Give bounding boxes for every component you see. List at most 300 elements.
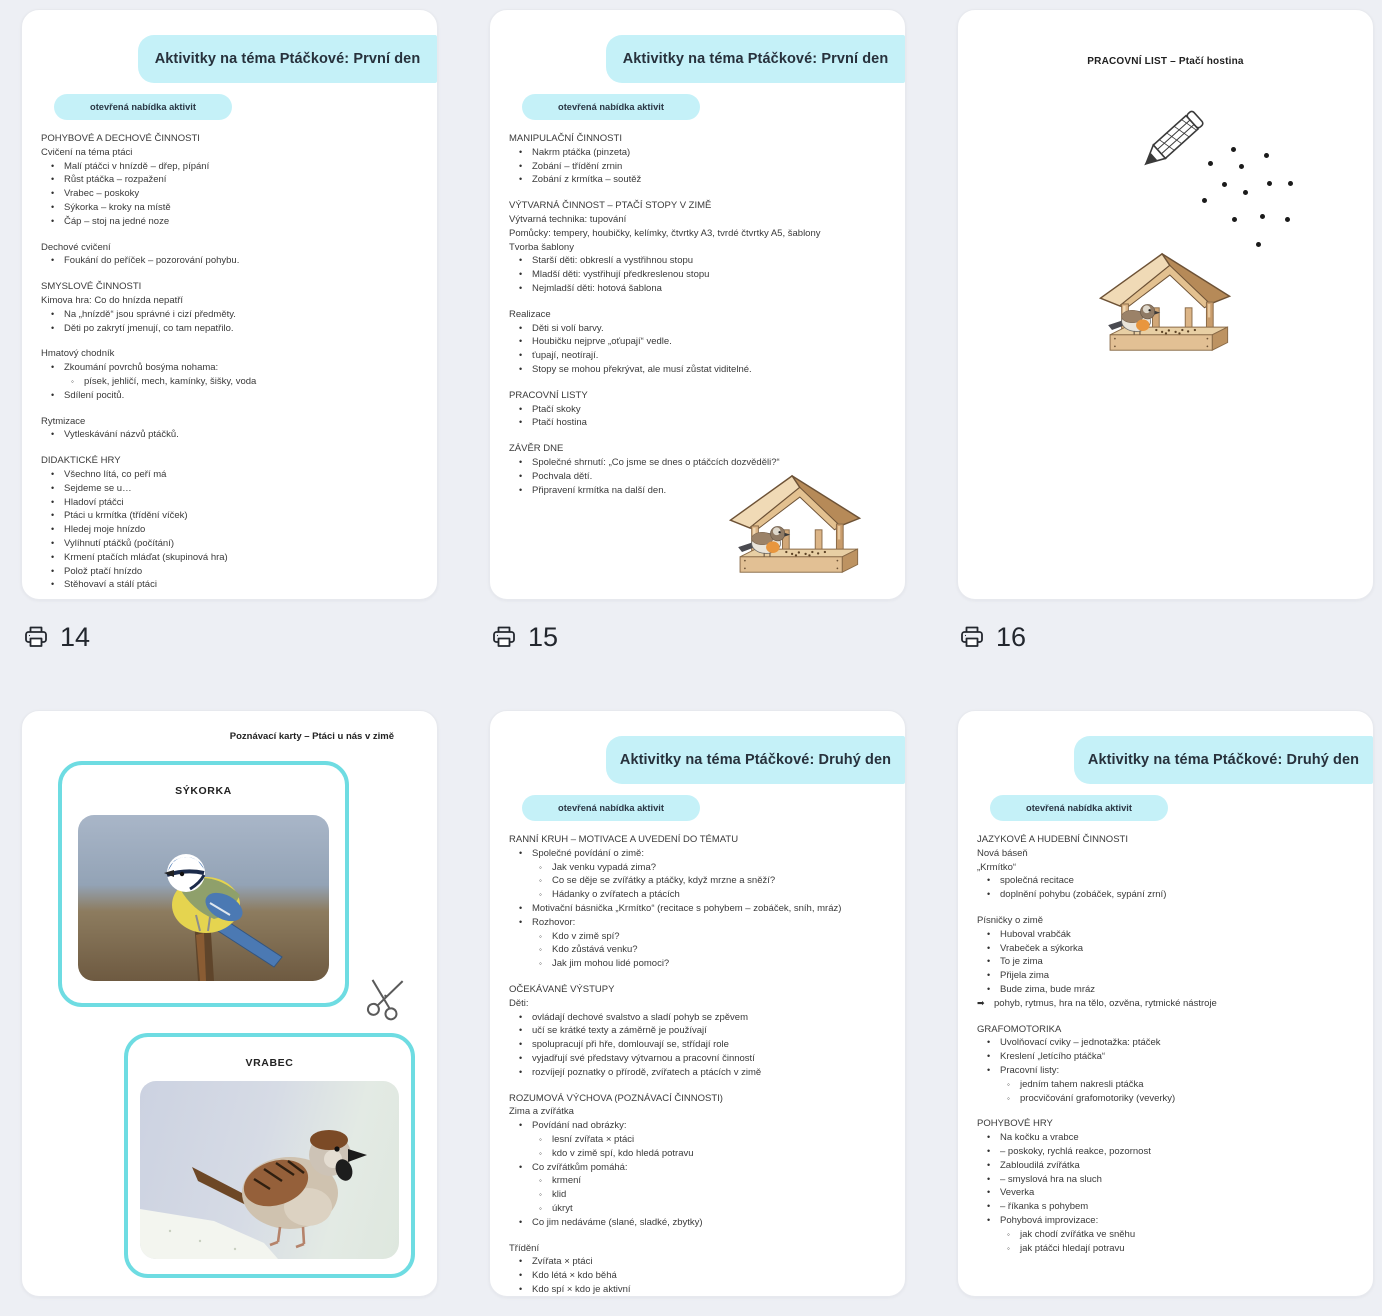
- line-text: Vylíhnutí ptáčků (počítání): [64, 537, 175, 549]
- section-block: [977, 1023, 1357, 1106]
- bullet-marker: •: [51, 188, 55, 199]
- sparrow-photo: [140, 1081, 399, 1259]
- list-item: [41, 187, 421, 201]
- open-offer-badge: otevřená nabídka aktivit: [990, 795, 1168, 821]
- sub-bullet-marker: ◦: [539, 1176, 542, 1186]
- list-item: [509, 363, 889, 377]
- line-text: SMYSLOVÉ ČINNOSTI: [41, 281, 142, 293]
- line-text: Pohybová improvizace:: [1000, 1214, 1099, 1226]
- line-text: Pochvala dětí.: [532, 470, 593, 482]
- line-text: Motivační básnička „Krmítko“ (recitace s pohybem – zobáček, sníh, mráz): [532, 902, 842, 914]
- line-text: Kdo v zimě spí?: [552, 930, 620, 942]
- section-text-line: [509, 1105, 889, 1119]
- list-item: [41, 201, 421, 215]
- list-item: [509, 1174, 889, 1188]
- line-text: Co zvířátkům pomáhá:: [532, 1161, 628, 1173]
- page-number: 16: [996, 621, 1027, 652]
- bullet-marker: •: [51, 496, 55, 507]
- list-item: [977, 1159, 1357, 1173]
- list-item: [41, 428, 421, 442]
- section-text-line: [509, 997, 889, 1011]
- trace-dot: [1256, 242, 1261, 247]
- list-item: [509, 888, 889, 902]
- bullet-marker: •: [519, 1052, 523, 1063]
- bullet-marker: •: [519, 847, 523, 858]
- list-item: [509, 1052, 889, 1066]
- list-item: [41, 322, 421, 336]
- list-item: [977, 1092, 1357, 1106]
- line-text: Mladší děti: vystřihují předkreslenou stopu: [532, 269, 710, 281]
- line-text: – smyslová hra na sluch: [1000, 1173, 1102, 1185]
- line-text: ZÁVĚR DNE: [509, 443, 564, 455]
- line-text: učí se krátké texty a záměrně je používají: [532, 1025, 707, 1037]
- printer-icon[interactable]: [491, 624, 517, 650]
- page-indicator-15: [491, 618, 558, 656]
- bullet-marker: •: [987, 956, 991, 967]
- bird-feeder-illustration: [1092, 250, 1238, 356]
- section-block: [509, 389, 889, 430]
- section-text-line: [509, 442, 889, 456]
- list-item: [509, 1283, 889, 1297]
- flashcard-bluetit: [58, 761, 349, 1007]
- line-text: Zkoumání povrchů bosýma nohama:: [64, 362, 219, 374]
- sub-bullet-marker: ◦: [539, 890, 542, 900]
- list-item: [977, 969, 1357, 983]
- line-text: – říkanka s pohybem: [1000, 1201, 1089, 1213]
- line-text: RANNÍ KRUH – MOTIVACE A UVEDENÍ DO TÉMATU: [509, 834, 739, 845]
- section-text-line: [509, 227, 889, 241]
- section-text-line: [509, 308, 889, 322]
- section-text-line: [977, 1117, 1357, 1131]
- line-text: Zima a zvířátka: [509, 1106, 574, 1118]
- trace-dot: [1232, 217, 1237, 222]
- list-item: [509, 1255, 889, 1269]
- activity-list: [509, 833, 889, 1309]
- section-text-line: [41, 280, 421, 294]
- line-text: Pracovní listy:: [1000, 1064, 1060, 1076]
- line-text: Kdo létá × kdo běhá: [532, 1270, 617, 1282]
- sub-bullet-marker: ◦: [539, 1203, 542, 1213]
- bullet-marker: •: [519, 484, 523, 495]
- list-item: [977, 888, 1357, 902]
- printer-icon[interactable]: [959, 624, 985, 650]
- bullet-marker: •: [987, 889, 991, 900]
- list-item: [509, 146, 889, 160]
- trace-dot: [1222, 182, 1227, 187]
- section-block: [41, 241, 421, 269]
- list-item: [509, 1011, 889, 1025]
- section-text-line: [509, 199, 889, 213]
- bullet-marker: •: [51, 468, 55, 479]
- line-text: písek, jehličí, mech, kamínky, šišky, voda: [84, 375, 257, 387]
- line-text: lesní zvířata × ptáci: [552, 1133, 635, 1145]
- section-text-line: [41, 347, 421, 361]
- trace-dot: [1202, 198, 1207, 203]
- section-text-line: [977, 861, 1357, 875]
- line-text: Společné povídání o zimě:: [532, 847, 644, 859]
- bullet-marker: •: [519, 456, 523, 467]
- list-item: [509, 282, 889, 296]
- bullet-marker: •: [519, 336, 523, 347]
- list-item: [977, 1186, 1357, 1200]
- line-text: kdo v zimě spí, kdo hledá potravu: [552, 1147, 694, 1159]
- activity-list: [509, 132, 889, 509]
- section-text-line: [977, 1023, 1357, 1037]
- trace-dot: [1260, 214, 1265, 219]
- sub-bullet-marker: ◦: [539, 876, 542, 886]
- line-text: Sdílení pocitů.: [64, 389, 125, 401]
- line-text: jak chodí zvířátka ve sněhu: [1020, 1228, 1136, 1240]
- sub-bullet-marker: ◦: [539, 862, 542, 872]
- list-item: [41, 254, 421, 268]
- bullet-marker: •: [987, 1159, 991, 1170]
- list-item: [509, 1119, 889, 1133]
- line-text: ťupají, neotírají.: [532, 350, 599, 362]
- line-text: Děti si volí barvy.: [532, 322, 604, 334]
- section-text-line: [41, 454, 421, 468]
- bird-feeder-illustration: [722, 472, 868, 578]
- bullet-marker: •: [519, 1120, 523, 1131]
- bullet-marker: •: [51, 255, 55, 266]
- line-text: rozvíjejí poznatky o přírodě, zvířatech a ptácích v zimě: [532, 1066, 762, 1078]
- section-block: [977, 914, 1357, 1011]
- list-item: [977, 983, 1357, 997]
- line-text: Písničky o zimě: [977, 914, 1043, 926]
- list-item: [977, 1050, 1357, 1064]
- list-item: [509, 1216, 889, 1230]
- list-item: [509, 416, 889, 430]
- line-text: OČEKÁVANÉ VÝSTUPY: [509, 983, 615, 995]
- list-item: [509, 268, 889, 282]
- line-text: Vrabec – poskoky: [64, 188, 140, 200]
- line-text: Sýkorka – kroky na místě: [64, 201, 171, 213]
- line-text: Na „hnízdě“ jsou správné i cizí předměty.: [64, 308, 236, 320]
- section-block: [41, 347, 421, 402]
- line-text: Rozhovor:: [532, 916, 576, 928]
- line-text: Děti po zakrytí jmenují, co tam nepatřilo.: [64, 322, 234, 334]
- list-item: [977, 1173, 1357, 1187]
- line-text: Vrabeček a sýkorka: [1000, 942, 1084, 954]
- bullet-marker: •: [519, 350, 523, 361]
- printer-icon[interactable]: [23, 624, 49, 650]
- line-text: To je zima: [1000, 956, 1043, 968]
- activity-list: [41, 132, 421, 604]
- line-text: Zobání – třídění zrnin: [532, 160, 623, 172]
- list-item: [509, 943, 889, 957]
- list-item: [41, 537, 421, 551]
- list-item: [977, 1078, 1357, 1092]
- page-number: 15: [528, 621, 559, 652]
- section-text-line: [509, 833, 889, 847]
- line-text: POHYBOVÉ A DECHOVÉ ČINNOSTI: [41, 133, 200, 144]
- bullet-marker: •: [987, 942, 991, 953]
- bullet-marker: •: [519, 1270, 523, 1281]
- trace-dot: [1267, 181, 1272, 186]
- trace-dot: [1208, 161, 1213, 166]
- list-item: [509, 1188, 889, 1202]
- section-block: [509, 308, 889, 377]
- list-item: [509, 902, 889, 916]
- sub-bullet-marker: ◦: [1007, 1079, 1010, 1089]
- bullet-marker: •: [987, 970, 991, 981]
- sub-bullet-marker: ◦: [539, 1190, 542, 1200]
- list-item: [509, 1066, 889, 1080]
- line-text: Cvičení na téma ptáci: [41, 146, 133, 158]
- card-title-banner: [138, 35, 437, 83]
- section-text-line: [977, 914, 1357, 928]
- line-text: Co se děje se zvířátky a ptáčky, když mrzne a sněží?: [552, 875, 776, 887]
- list-item: [977, 1036, 1357, 1050]
- line-text: Vytleskávání názvů ptáčků.: [64, 429, 179, 441]
- bullet-marker: •: [987, 875, 991, 886]
- line-text: Připravení krmítka na další den.: [532, 484, 667, 496]
- open-offer-badge: otevřená nabídka aktivit: [522, 795, 700, 821]
- line-text: Jak jim mohou lidé pomoci?: [552, 958, 670, 970]
- bullet-marker: •: [519, 470, 523, 481]
- line-text: Pomůcky: tempery, houbičky, kelímky, čtvrtky A3, tvrdé čtvrtky A5, šablony: [509, 227, 821, 239]
- line-text: jedním tahem nakresli ptáčka: [1020, 1078, 1144, 1090]
- line-text: pohyb, rytmus, hra na tělo, ozvěna, rytmické nástroje: [994, 997, 1217, 1009]
- bullet-marker: •: [51, 308, 55, 319]
- line-text: Co jim nedáváme (slané, sladké, zbytky): [532, 1216, 703, 1228]
- list-item: [509, 1147, 889, 1161]
- line-text: Krmení ptačích mláďat (skupinová hra): [64, 551, 228, 563]
- list-item: [41, 215, 421, 229]
- bullet-marker: •: [519, 269, 523, 280]
- list-item: [509, 1038, 889, 1052]
- section-block: [977, 1117, 1357, 1255]
- page-card-worksheet: [957, 9, 1374, 600]
- line-text: Hádanky o zvířatech a ptácích: [552, 889, 680, 901]
- line-text: Zabloudilá zvířátka: [1000, 1159, 1080, 1171]
- blue-tit-photo: [78, 815, 329, 981]
- list-item: [509, 916, 889, 930]
- line-text: Kdo zůstává venku?: [552, 944, 638, 956]
- line-text: Malí ptáčci v hnízdě – dřep, pípání: [64, 160, 210, 172]
- flashcard-sparrow: [124, 1033, 415, 1278]
- list-item: [977, 1228, 1357, 1242]
- line-text: DIDAKTICKÉ HRY: [41, 455, 121, 467]
- sub-bullet-marker: ◦: [539, 1134, 542, 1144]
- section-block: [509, 983, 889, 1080]
- line-text: klid: [552, 1189, 567, 1201]
- bullet-marker: •: [519, 1161, 523, 1172]
- line-text: Nakrm ptáčka (pinzeta): [532, 146, 631, 158]
- section-text-line: [509, 132, 889, 146]
- list-item: [977, 1214, 1357, 1228]
- line-text: procvičování grafomotoriky (veverky): [1020, 1092, 1176, 1104]
- card-title-banner: [1074, 736, 1373, 784]
- list-item: [977, 942, 1357, 956]
- trace-dot: [1288, 181, 1293, 186]
- list-item: [509, 957, 889, 971]
- section-block: [41, 415, 421, 443]
- page-card-day2-part1: [489, 710, 906, 1297]
- bullet-marker: •: [519, 1011, 523, 1022]
- line-text: JAZYKOVÉ A HUDEBNÍ ČINNOSTI: [977, 834, 1128, 845]
- list-item: [977, 874, 1357, 888]
- sub-bullet-marker: ◦: [539, 959, 542, 969]
- line-text: „Krmítko“: [977, 861, 1017, 873]
- list-item: [509, 1202, 889, 1216]
- list-item: [509, 335, 889, 349]
- list-item: [509, 1024, 889, 1038]
- line-text: Zvířata × ptáci: [532, 1256, 593, 1268]
- bullet-marker: •: [987, 983, 991, 994]
- bullet-marker: •: [51, 215, 55, 226]
- line-text: Děti:: [509, 997, 529, 1009]
- section-text-line: [509, 241, 889, 255]
- line-text: Stěhovaví a stálí ptáci: [64, 579, 157, 591]
- page-card-day1-part1: [21, 9, 438, 600]
- pencil-icon: [1128, 102, 1210, 184]
- bullet-marker: •: [51, 551, 55, 562]
- line-text: Kimova hra: Co do hnízda nepatří: [41, 294, 184, 306]
- line-text: Sejdeme se u…: [64, 482, 132, 494]
- line-text: MANIPULAČNÍ ČINNOSTI: [509, 133, 622, 144]
- line-text: Povídání nad obrázky:: [532, 1120, 627, 1132]
- list-item: [509, 1133, 889, 1147]
- line-text: společná recitace: [1000, 875, 1074, 887]
- list-item: [41, 361, 421, 375]
- line-text: vyjadřují své představy výtvarnou a pracovní činností: [532, 1052, 755, 1064]
- list-item: [509, 861, 889, 875]
- bullet-marker: •: [51, 510, 55, 521]
- bullet-marker: •: [51, 429, 55, 440]
- bullet-marker: •: [987, 1037, 991, 1048]
- bullet-marker: •: [987, 1187, 991, 1198]
- section-block: [509, 1092, 889, 1230]
- section-text-line: [41, 132, 421, 146]
- bullet-marker: •: [519, 1283, 523, 1294]
- line-text: Čáp – stoj na jedné noze: [64, 215, 170, 227]
- list-item: [509, 349, 889, 363]
- list-item: [41, 482, 421, 496]
- section-block: [977, 833, 1357, 902]
- line-text: Zobání z krmítka – soutěž: [532, 174, 642, 186]
- line-text: Jak venku vypadá zima?: [552, 861, 657, 873]
- bullet-marker: •: [519, 282, 523, 293]
- bullet-marker: •: [51, 389, 55, 400]
- section-block: [41, 280, 421, 335]
- sub-bullet-marker: ◦: [1007, 1093, 1010, 1103]
- list-item: [41, 509, 421, 523]
- bullet-marker: •: [519, 363, 523, 374]
- page-card-day2-part2: [957, 710, 1374, 1297]
- bullet-marker: •: [519, 174, 523, 185]
- list-item: [41, 468, 421, 482]
- list-item: [977, 1131, 1357, 1145]
- section-text-line: [41, 146, 421, 160]
- bullet-marker: •: [51, 362, 55, 373]
- card-title-banner: [606, 35, 905, 83]
- bullet-marker: •: [987, 1214, 991, 1225]
- page-card-day1-part2: [489, 9, 906, 600]
- line-text: Stopy se mohou překrývat, ale musí zůstat viditelné.: [532, 363, 752, 375]
- page-card-flashcards: [21, 710, 438, 1297]
- line-text: Všechno lítá, co peří má: [64, 468, 167, 480]
- line-text: ovládají dechové svalstvo a sladí pohyb se zpěvem: [532, 1011, 748, 1023]
- line-text: – poskoky, rychlá reakce, pozornost: [1000, 1145, 1151, 1157]
- section-text-line: [509, 1242, 889, 1256]
- bullet-marker: •: [51, 160, 55, 171]
- arrow-icon: ➡: [977, 997, 985, 1008]
- line-text: Realizace: [509, 308, 551, 320]
- bullet-marker: •: [51, 579, 55, 590]
- card-title: Aktivitky na téma Ptáčkové: Druhý den: [619, 752, 892, 768]
- section-text-line: [41, 294, 421, 308]
- section-text-line: [41, 415, 421, 429]
- bird-name: SÝKORKA: [175, 785, 232, 797]
- bullet-marker: •: [519, 916, 523, 927]
- line-text: Hmatový chodník: [41, 348, 115, 360]
- page-indicator-14: [23, 618, 90, 656]
- list-item: [509, 173, 889, 187]
- list-item: [41, 551, 421, 565]
- card-title-banner: [606, 736, 905, 784]
- bullet-marker: •: [51, 565, 55, 576]
- line-text: Ptačí skoky: [532, 403, 581, 415]
- line-text: Na kočku a vrabce: [1000, 1132, 1079, 1144]
- line-text: Kdo spí × kdo je aktivní: [532, 1283, 631, 1295]
- line-text: Hladoví ptáčci: [64, 496, 124, 508]
- scissors-icon: [360, 973, 412, 1025]
- line-text: Přijela zima: [1000, 970, 1050, 982]
- trace-dot: [1231, 147, 1236, 152]
- line-text: Starší děti: obkreslí a vystřihnou stopu: [532, 255, 694, 267]
- sub-bullet-marker: ◦: [1007, 1243, 1010, 1253]
- line-text: Nová báseň: [977, 847, 1028, 859]
- bullet-marker: •: [987, 1201, 991, 1212]
- line-text: PRACOVNÍ LISTY: [509, 389, 588, 401]
- line-text: Huboval vrabčák: [1000, 928, 1071, 940]
- section-text-line: [509, 213, 889, 227]
- sub-bullet-marker: ◦: [539, 931, 542, 941]
- bullet-marker: •: [519, 160, 523, 171]
- section-text-line: [977, 833, 1357, 847]
- page-number: 14: [60, 621, 91, 652]
- section-block: [41, 454, 421, 592]
- bullet-marker: •: [987, 1145, 991, 1156]
- section-text-line: [509, 389, 889, 403]
- list-item: [41, 578, 421, 592]
- bullet-marker: •: [519, 322, 523, 333]
- line-text: Bude zima, bude mráz: [1000, 983, 1096, 995]
- section-text-line: [977, 847, 1357, 861]
- bullet-marker: •: [51, 537, 55, 548]
- line-text: Růst ptáčka – rozpažení: [64, 174, 167, 186]
- list-item: [41, 173, 421, 187]
- line-text: POHYBOVÉ HRY: [977, 1118, 1053, 1130]
- list-item: [41, 565, 421, 579]
- list-item: [509, 160, 889, 174]
- line-text: Společné shrnutí: „Co jsme se dnes o ptáčcích dozvěděli?“: [532, 456, 780, 468]
- card-title: Aktivitky na téma Ptáčkové: Druhý den: [1087, 752, 1360, 768]
- line-text: Nejmladší děti: hotová šablona: [532, 282, 662, 294]
- flashcards-title: Poznávací karty – Ptáci u nás v zimě: [229, 731, 394, 742]
- line-text: Výtvarná technika: tupování: [509, 213, 627, 225]
- bullet-marker: •: [51, 482, 55, 493]
- bullet-marker: •: [987, 1051, 991, 1062]
- list-item: [977, 997, 1357, 1011]
- line-text: Ptáci u krmítka (třídění víček): [64, 510, 188, 522]
- bullet-marker: •: [987, 1173, 991, 1184]
- section-text-line: [509, 1092, 889, 1106]
- list-item: [509, 322, 889, 336]
- line-text: Veverka: [1000, 1187, 1035, 1199]
- card-title: Aktivitky na téma Ptáčkové: První den: [622, 51, 889, 67]
- sub-bullet-marker: ◦: [539, 1148, 542, 1158]
